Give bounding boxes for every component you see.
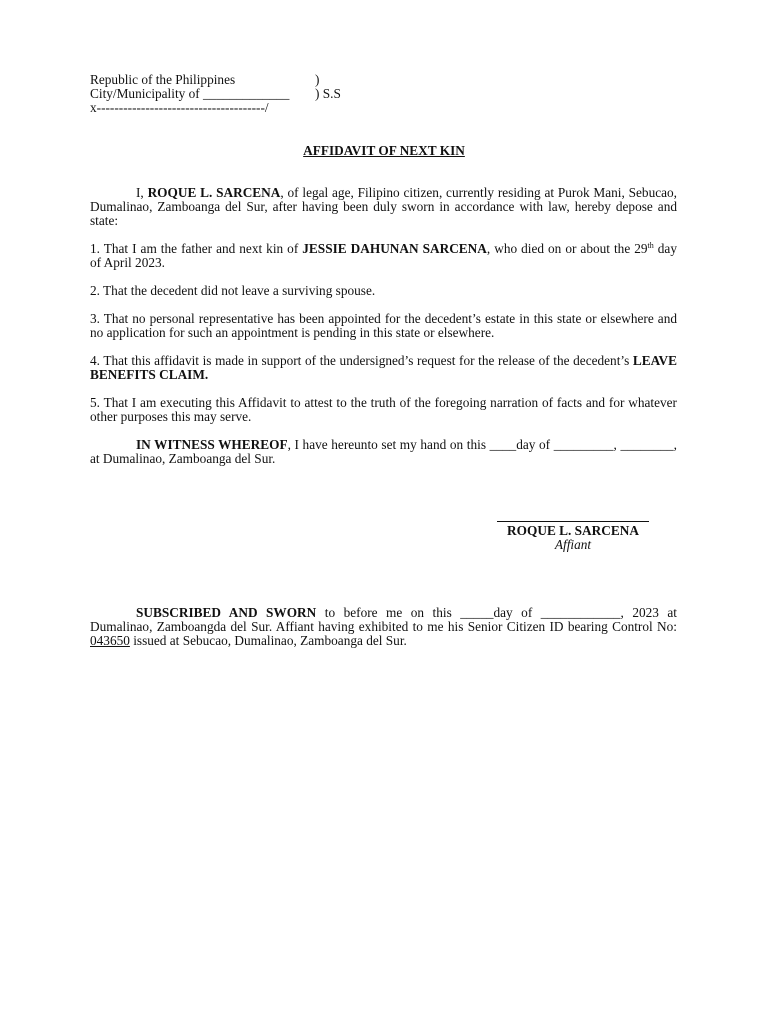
header-city-line xyxy=(90,86,341,101)
statement-1-after: day of April 2023. xyxy=(90,241,677,270)
jurat-paragraph xyxy=(90,606,677,648)
signatory-role: Affiant xyxy=(554,537,592,552)
jurat-section xyxy=(90,606,677,648)
date-suffix: th xyxy=(647,241,654,250)
statement-1 xyxy=(90,242,677,270)
header-city-text: City/Municipality of _____________ xyxy=(90,86,290,101)
document-header xyxy=(90,72,341,115)
header-republic-text: Republic of the Philippines xyxy=(90,72,236,87)
header-ss-text: ) S.S xyxy=(315,86,341,101)
decedent-name: JESSIE DAHUNAN SARCENA xyxy=(302,241,487,256)
control-number: 043650 xyxy=(90,633,130,648)
witness-text: , I have hereunto set my hand on this ____day of _________, ________, at Dumalinao, Zamboanga del Sur. xyxy=(90,437,677,466)
statement-3: 3. That no personal representative has been appointed for the decedent’s estate in this state or elsewhere and no application for such an appointment is pending in this state or elsewhere. xyxy=(90,311,677,340)
jurat-text-1: to before me on this _____day of ____________, 2023 at Dumalinao, Zamboangda del Sur. Affiant having exhibited to me his Senior Citizen ID bearing Control No: xyxy=(90,605,678,634)
witness-heading: IN WITNESS WHEREOF xyxy=(136,437,288,452)
header-separator-line xyxy=(90,101,289,115)
affiant-name: ROQUE L. SARCENA xyxy=(147,185,281,200)
affidavit-body xyxy=(90,186,677,466)
statement-1-before: 1. That I am the father and next kin of xyxy=(90,241,299,256)
statement-1-middle: , who died on or about the 29 xyxy=(486,241,648,256)
document-title: AFFIDAVIT OF NEXT KIN xyxy=(303,143,465,158)
jurat-heading: SUBSCRIBED AND SWORN xyxy=(136,605,317,620)
statement-4-text: 4. That this affidavit is made in support of the undersigned’s request for the release of the decedent’s xyxy=(90,353,630,368)
header-republic-line xyxy=(90,72,320,87)
statement-5: 5. That I am executing this Affidavit to attest to the truth of the foregoing narration of facts and for whatever other purposes this may serve. xyxy=(90,395,677,424)
jurat-text-2: issued at Sebucao, Dumalinao, Zamboanga del Sur. xyxy=(129,633,407,648)
header-separator-text: x--------------------------------------/ xyxy=(90,100,269,115)
header-republic-paren: ) xyxy=(315,72,320,87)
witness-paragraph xyxy=(90,438,677,466)
signature-block xyxy=(497,510,649,552)
signatory-name: ROQUE L. SARCENA xyxy=(507,523,639,538)
intro-text: , of legal age, Filipino citizen, currently residing at Purok Mani, Sebucao, Dumalinao, Zamboanga del Sur, after having been duly sworn in accordance with law, hereby depose and state: xyxy=(90,185,677,228)
claim-type: LEAVE BENEFITS CLAIM. xyxy=(90,353,677,382)
signature-line xyxy=(497,510,649,522)
statement-2: 2. That the decedent did not leave a surviving spouse. xyxy=(90,283,376,298)
statement-4 xyxy=(90,354,677,382)
intro-paragraph xyxy=(90,186,677,228)
intro-lead: I, xyxy=(136,185,144,200)
